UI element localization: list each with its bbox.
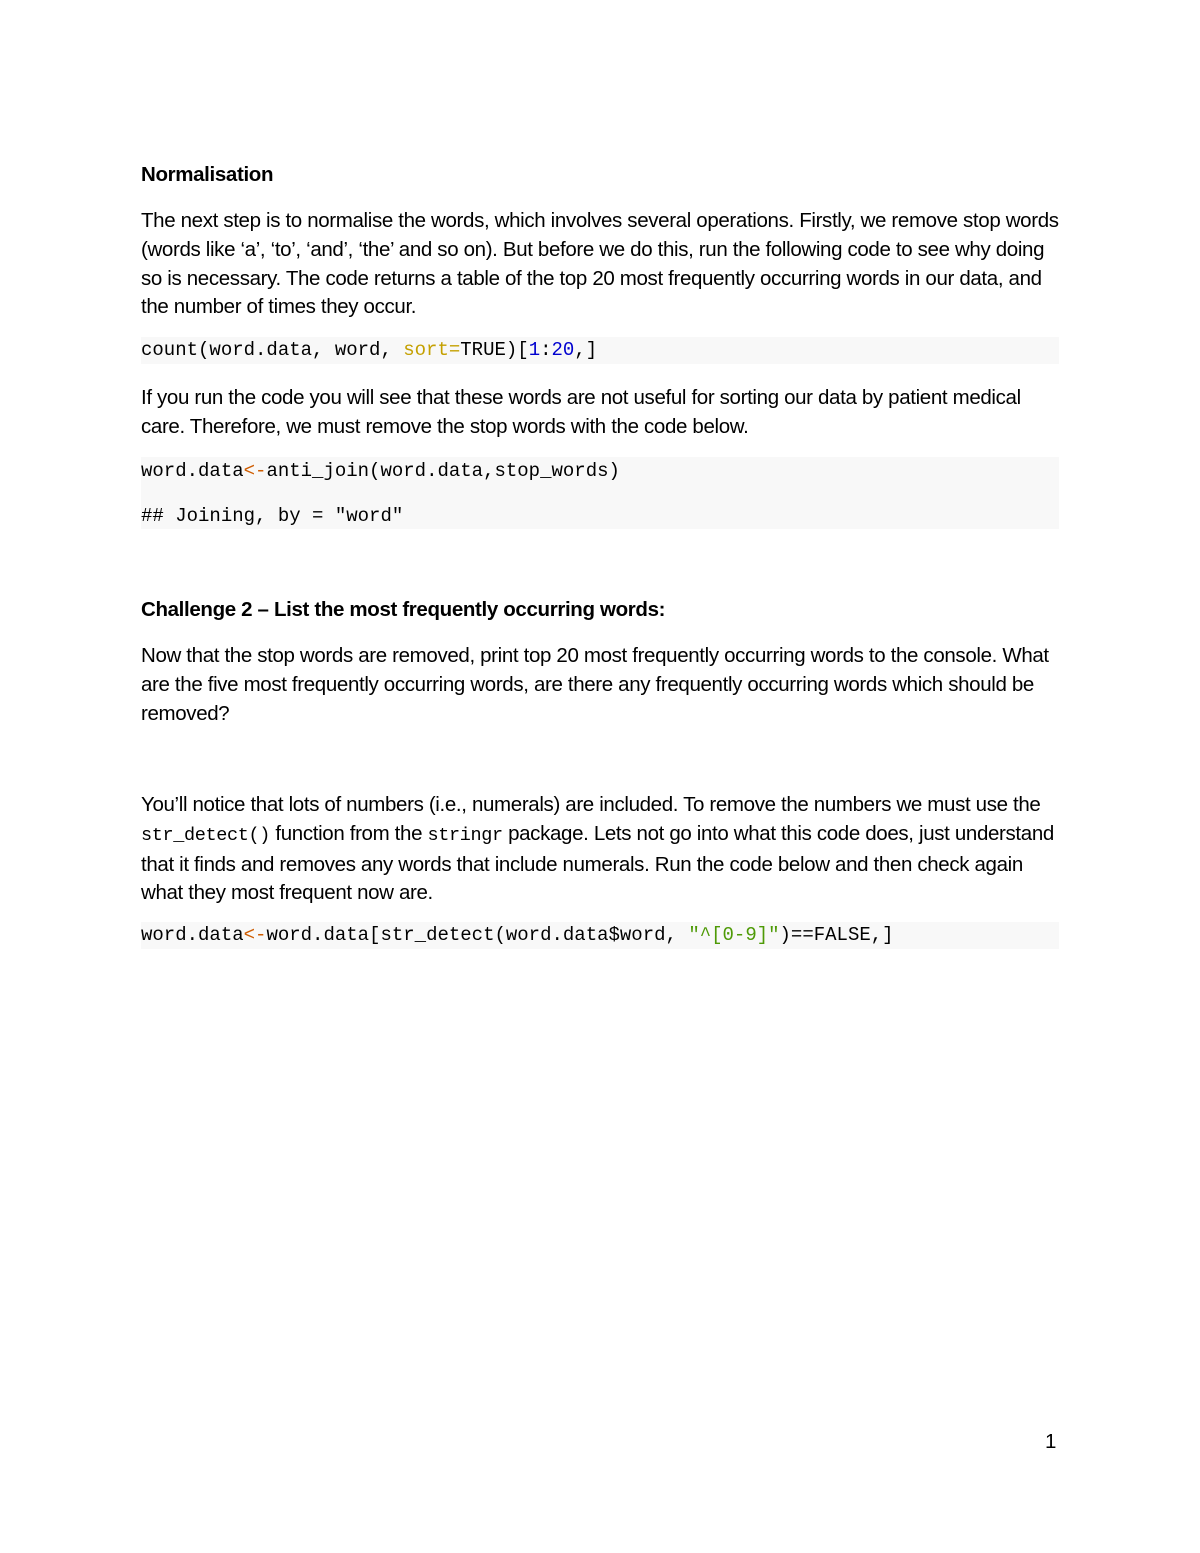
code-block-count [141, 337, 1059, 364]
code-block-str-detect [141, 922, 1059, 949]
paragraph-numerals: You’ll notice that lots of numbers (i.e., numerals) are included. To remove the numbers we must use the str_detect() function from the stringr package. Lets not go into what this code does, just understand that it finds and removes any words that include numerals. Run the code below and then check again what they most frequent now are. [141, 793, 1054, 905]
paragraph-stopwords: If you run the code you will see that these words are not useful for sorting our data by patient medical care. Therefore, we must remove the stop words with the code below. [141, 386, 1021, 438]
page-number: 1 [1045, 1430, 1057, 1453]
inline-code-str-detect: str_detect() [141, 824, 271, 846]
code-line-anti-join: word.data<-anti_join(word.data,stop_words) [141, 460, 620, 482]
paragraph-intro: The next step is to normalise the words, which involves several operations. Firstly, we remove stop words (words like ‘a’, ‘to’, ‘and’, ‘the’ and so on). But before we do this, run the following code to see why doing so is necessary. The code returns a table of the top 20 most frequently occurring words in our data, and the number of times they occur. [141, 209, 1059, 319]
code-line-output-comment: ## Joining, by = "word" [141, 505, 404, 527]
paragraph-challenge: Now that the stop words are removed, print top 20 most frequently occurring words to the console. What are the five most frequently occurring words, are there any frequently occurring words which should be removed? [141, 644, 1049, 725]
code-block-anti-join [141, 457, 1059, 529]
inline-code-stringr: stringr [427, 824, 503, 846]
section-heading-normalisation: Normalisation [141, 163, 274, 186]
code-line-count: count(word.data, word, sort=TRUE)[1:20,] [141, 339, 598, 361]
code-line-str-detect: word.data<-word.data[str_detect(word.data$word, "^[0-9]")==FALSE,] [141, 924, 894, 946]
section-heading-challenge-2: Challenge 2 – List the most frequently occurring words: [141, 598, 666, 621]
